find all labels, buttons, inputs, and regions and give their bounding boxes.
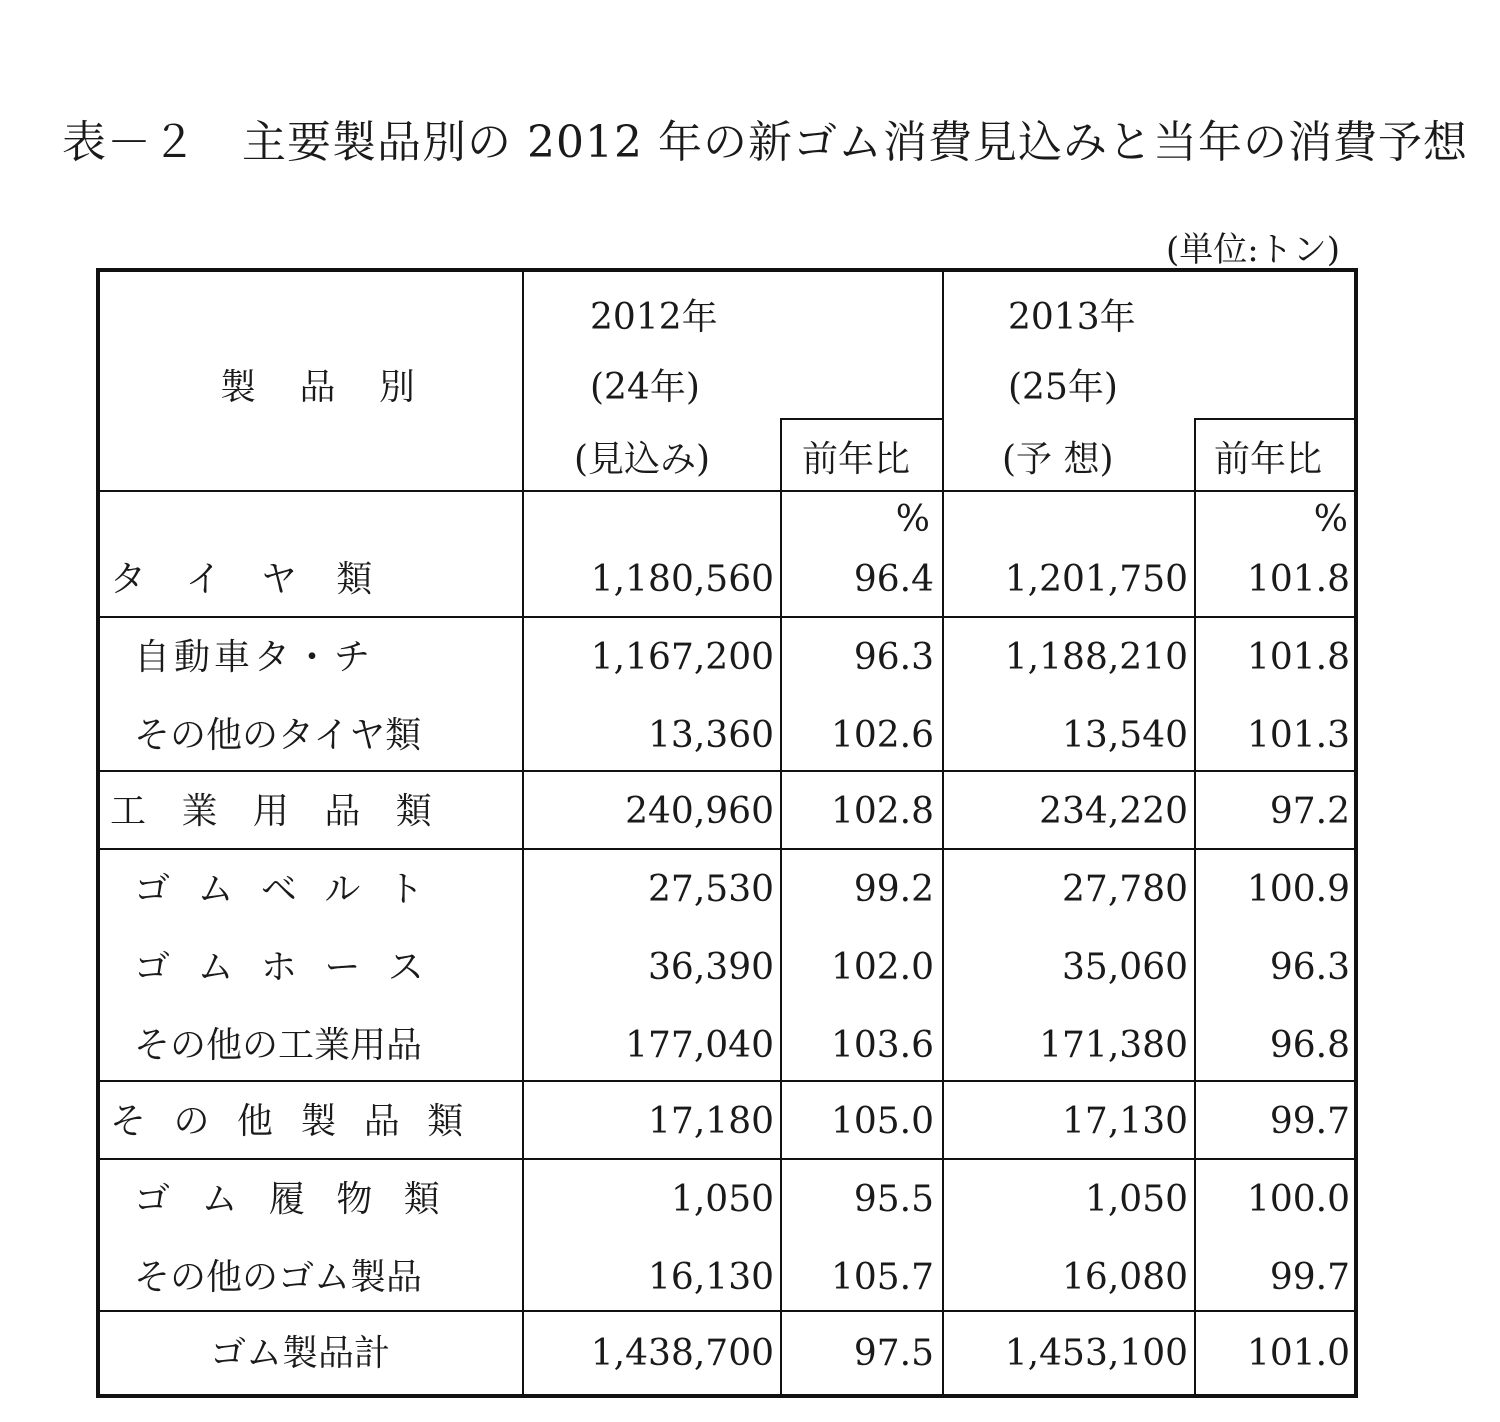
value-2013: 1,188,210 [1004, 637, 1188, 678]
group-divider [100, 1080, 1354, 1082]
ratio-2013: 101.3 [1246, 715, 1350, 756]
row-label: そ の 他 製 品 類 [110, 1101, 472, 1142]
header-2013-era: (25年) [1008, 367, 1118, 408]
value-2013: 1,050 [1084, 1179, 1188, 1220]
row-label: その他のゴム製品 [134, 1257, 423, 1298]
value-2012: 13,360 [648, 715, 774, 756]
header-2013-forecast: (予 想) [1002, 439, 1114, 480]
ratio-2013: 99.7 [1269, 1257, 1350, 1298]
header-divider [1194, 418, 1358, 420]
ratio-2012: 96.4 [853, 559, 934, 600]
value-2013: 13,540 [1062, 715, 1188, 756]
value-2012: 177,040 [625, 1025, 774, 1066]
header-product: 製 品 別 [220, 367, 431, 408]
value-2013: 17,130 [1062, 1101, 1188, 1142]
group-divider [100, 770, 1354, 772]
header-divider [100, 490, 1354, 492]
value-2013: 16,080 [1062, 1257, 1188, 1298]
ratio-2013: 96.8 [1269, 1025, 1350, 1066]
row-label: その他の工業用品 [134, 1025, 423, 1066]
ratio-2012: 102.6 [830, 715, 934, 756]
value-2012: 1,180,560 [590, 559, 774, 600]
percent-unit-2012: % [895, 499, 930, 540]
ratio-2012: 105.0 [830, 1101, 934, 1142]
col-divider [780, 420, 782, 1394]
data-table [96, 268, 1358, 1398]
col-divider [1194, 420, 1196, 1394]
value-2013: 1,453,100 [1004, 1333, 1188, 1374]
value-2012: 240,960 [625, 791, 774, 832]
header-2012-era: (24年) [590, 367, 700, 408]
ratio-2012: 99.2 [853, 869, 934, 910]
group-divider [100, 1158, 1354, 1160]
table-title: 表－２ 主要製品別の 2012 年の新ゴム消費見込みと当年の消費予想 [62, 117, 1468, 168]
ratio-2012: 103.6 [830, 1025, 934, 1066]
value-2012: 1,167,200 [590, 637, 774, 678]
value-2012: 1,050 [670, 1179, 774, 1220]
ratio-2012: 105.7 [830, 1257, 934, 1298]
ratio-2013: 97.2 [1269, 791, 1350, 832]
col-divider [942, 272, 944, 1394]
value-2012: 1,438,700 [590, 1333, 774, 1374]
ratio-2012: 102.0 [830, 947, 934, 988]
ratio-2013: 99.7 [1269, 1101, 1350, 1142]
row-label: 自動車タ・チ [134, 637, 375, 678]
ratio-2013: 101.8 [1246, 637, 1350, 678]
group-divider [100, 848, 1354, 850]
row-label: 工 業 用 品 類 [110, 791, 444, 832]
group-divider [100, 1310, 1354, 1312]
header-2013-ratio: 前年比 [1214, 439, 1323, 480]
value-2013: 234,220 [1039, 791, 1188, 832]
value-2013: 171,380 [1039, 1025, 1188, 1066]
value-2013: 35,060 [1062, 947, 1188, 988]
row-label: ゴ ム ベ ル ト [134, 869, 432, 910]
row-label: タ イ ヤ 類 [110, 559, 387, 600]
value-2012: 17,180 [648, 1101, 774, 1142]
header-2012-estimate: (見込み) [574, 439, 711, 480]
ratio-2013: 96.3 [1269, 947, 1350, 988]
row-label: ゴ ム 履 物 類 [134, 1179, 450, 1220]
header-divider [780, 418, 944, 420]
row-label: ゴム製品計 [210, 1333, 391, 1374]
value-2012: 27,530 [648, 869, 774, 910]
ratio-2012: 96.3 [853, 637, 934, 678]
ratio-2013: 100.9 [1246, 869, 1350, 910]
header-2013-year: 2013年 [1008, 297, 1136, 338]
group-divider [100, 616, 1354, 618]
row-label: その他のタイヤ類 [134, 715, 422, 756]
percent-unit-2013: % [1313, 499, 1348, 540]
ratio-2013: 101.8 [1246, 559, 1350, 600]
row-label: ゴ ム ホ ー ス [134, 947, 432, 988]
value-2013: 1,201,750 [1004, 559, 1188, 600]
value-2012: 16,130 [648, 1257, 774, 1298]
ratio-2012: 102.8 [830, 791, 934, 832]
value-2013: 27,780 [1062, 869, 1188, 910]
ratio-2012: 97.5 [853, 1333, 934, 1374]
ratio-2012: 95.5 [853, 1179, 934, 1220]
ratio-2013: 101.0 [1246, 1333, 1350, 1374]
col-divider [522, 272, 524, 1394]
value-2012: 36,390 [648, 947, 774, 988]
header-2012-year: 2012年 [590, 297, 718, 338]
header-2012-ratio: 前年比 [802, 439, 911, 480]
unit-label: (単位:トン) [1166, 230, 1340, 270]
ratio-2013: 100.0 [1246, 1179, 1350, 1220]
